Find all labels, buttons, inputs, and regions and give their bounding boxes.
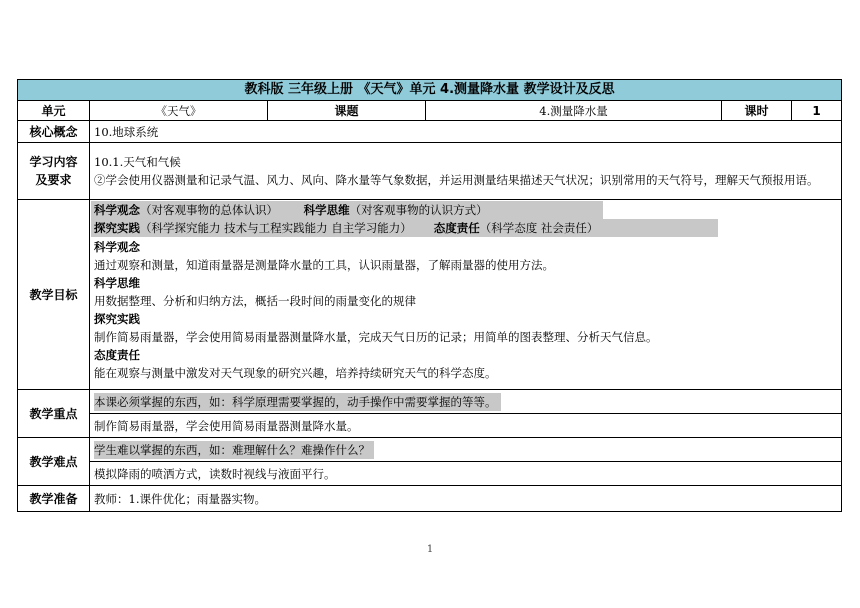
objective-text-concept: 通过观察和测量，知道雨量器是测量降水量的工具，认识雨量器，了解雨量器的使用方法。 [94, 258, 554, 272]
objective-tag-practice: 探究实践 [94, 221, 140, 235]
requirements-label-line2: 及要求 [35, 173, 72, 187]
requirements-label-line1: 学习内容 [29, 155, 78, 169]
objective-heading-thinking: 科学思维 [94, 276, 140, 290]
key-points-hint: 本课必须掌握的东西，如：科学原理需要掌握的，动手操作中需要掌握的等等。 [94, 393, 501, 411]
hours-label: 课时 [722, 101, 792, 121]
objective-tag-practice-desc: （科学探究能力 技术与工程实践能力 自主学习能力） [140, 221, 412, 235]
objective-text-thinking: 用数据整理、分析和归纳方法，概括一段时间的雨量变化的规律 [94, 294, 416, 308]
objectives-label: 教学目标 [18, 200, 90, 390]
objectives-highlight-line1 [91, 201, 603, 219]
objective-tag-concept: 科学观念 [94, 203, 140, 217]
document-title: 教科版 三年级上册 《天气》单元 4.测量降水量 教学设计及反思 [18, 80, 842, 101]
requirements-label [18, 143, 90, 200]
objective-tag-concept-desc: （对客观事物的总体认识） [140, 203, 278, 217]
lesson-value: 4.测量降水量 [426, 101, 722, 121]
objective-text-attitude: 能在观察与测量中激发对天气现象的研究兴趣，培养持续研究天气的科学态度。 [94, 366, 497, 380]
unit-value: 《天气》 [90, 101, 268, 121]
key-points-label: 教学重点 [18, 390, 90, 438]
difficulties-label: 教学难点 [18, 438, 90, 486]
requirements-line1: 10.1.天气和气候 [94, 155, 181, 169]
lesson-label: 课题 [268, 101, 426, 121]
requirements-content [90, 143, 842, 200]
objective-tag-attitude: 态度责任 [433, 221, 480, 235]
page-number: 1 [426, 544, 434, 555]
objectives-highlight-line2 [91, 219, 718, 237]
key-points-value: 制作简易雨量器，学会使用简易雨量器测量降水量。 [90, 414, 842, 438]
objective-tag-thinking-desc: （对客观事物的认识方式） [349, 203, 488, 217]
objectives-content [90, 200, 842, 390]
objective-heading-practice: 探究实践 [94, 312, 140, 326]
difficulties-hint-cell [90, 438, 842, 462]
preparation-label: 教学准备 [18, 486, 90, 512]
unit-label: 单元 [18, 101, 90, 121]
difficulties-hint: 学生难以掌握的东西，如：难理解什么？难操作什么？ [94, 441, 374, 459]
preparation-value: 教师：1.课件优化；雨量器实物。 [90, 486, 842, 512]
requirements-line2: ②学会使用仪器测量和记录气温、风力、风向、降水量等气象数据，并运用测量结果描述天气状况；识别常用的天气符号，理解天气预报用语。 [94, 173, 819, 187]
objective-text-practice: 制作简易雨量器，学会使用简易雨量器测量降水量，完成天气日历的记录；用简单的图表整理、分析天气信息。 [94, 330, 658, 344]
lesson-plan-table [17, 79, 841, 512]
objective-heading-attitude: 态度责任 [94, 348, 140, 362]
difficulties-value: 模拟降雨的喷洒方式，读数时视线与液面平行。 [90, 462, 842, 486]
objective-tag-attitude-desc: （科学态度 社会责任） [479, 221, 599, 235]
key-points-hint-cell [90, 390, 842, 414]
hours-value: 1 [792, 101, 842, 121]
objective-tag-thinking: 科学思维 [303, 203, 350, 217]
objective-heading-concept: 科学观念 [94, 240, 140, 254]
core-concept-value: 10.地球系统 [90, 121, 842, 143]
core-concept-label: 核心概念 [18, 121, 90, 143]
